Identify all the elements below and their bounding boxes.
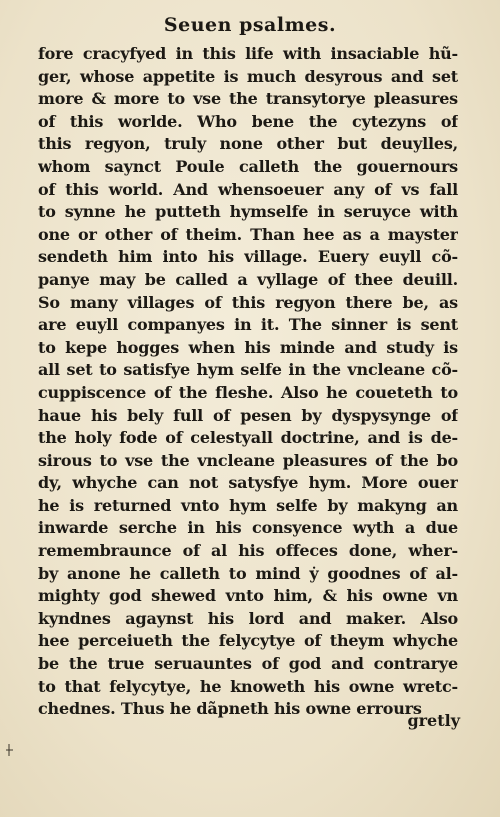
text-line: So many villages of this regyon there be, as	[38, 292, 458, 312]
text-line: fore cracyfyed in this life with insaciable hũ-	[38, 44, 458, 63]
text-line: the holy fode of celestyall doctrine, and is de-	[38, 428, 458, 448]
catchword: gretly	[407, 711, 460, 730]
text-line: remembraunce of al his offeces done, wher-	[38, 541, 458, 561]
text-line: inwarde serche in his consyence wyth a due	[38, 518, 458, 538]
text-line: be the true seruauntes of god and contrarye	[38, 654, 458, 674]
text-line: more & more to vse the transytorye pleasures	[38, 89, 458, 109]
text-line: to synne he putteth hymselfe in seruyce with	[38, 202, 458, 222]
text-line: to that felycytye, he knoweth his owne wretc-	[38, 676, 458, 696]
text-line: to kepe hogges when his minde and study is	[38, 337, 458, 357]
text-line: dy, whyche can not satysfye hym. More ouer	[38, 473, 458, 493]
running-head: Seuen psalmes.	[163, 14, 337, 36]
text-line: kyndnes agaynst his lord and maker. Also	[38, 608, 458, 628]
text-line: sirous to vse the vncleane pleasures of the bo	[38, 450, 458, 470]
text-line: by anone he calleth to mind ẏ goodnes of al-	[38, 563, 458, 583]
text-line: cuppiscence of the fleshe. Also he coueteth to	[38, 382, 458, 402]
text-line: he is returned vnto hym selfe by makyng an	[38, 495, 458, 515]
text-line: hee perceiueth the felycytye of theym whyche	[38, 631, 458, 651]
text-line: of this world. And whensoeuer any of vs fall	[38, 179, 458, 199]
text-line: sendeth him into his village. Euery euyll cõ-	[38, 247, 458, 267]
text-line: whom saynct Poule calleth the gouernours	[38, 156, 458, 176]
text-line: all set to satisfye hym selfe in the vncleane cõ-	[38, 360, 458, 380]
text-line: chednes. Thus he dãpneth his owne errours	[38, 699, 422, 719]
text-line: are euyll companyes in it. The sinner is sent	[38, 315, 458, 335]
body-text	[38, 43, 458, 721]
text-line: haue his bely full of pesen by dyspysynge of	[38, 405, 458, 425]
text-line: of this worlde. Who bene the cytezyns of	[38, 111, 458, 131]
text-line: this regyon, truly none other but deuylles,	[38, 134, 458, 154]
text-line: one or other of theim. Than hee as a mayster	[38, 224, 458, 244]
text-line: panye may be called a vyllage of thee deuill.	[38, 269, 458, 289]
text-line: mighty god shewed vnto him, & his owne vn	[38, 586, 458, 606]
margin-tick-mark	[4, 742, 14, 758]
text-line: ger, whose appetite is much desyrous and set	[38, 66, 458, 86]
